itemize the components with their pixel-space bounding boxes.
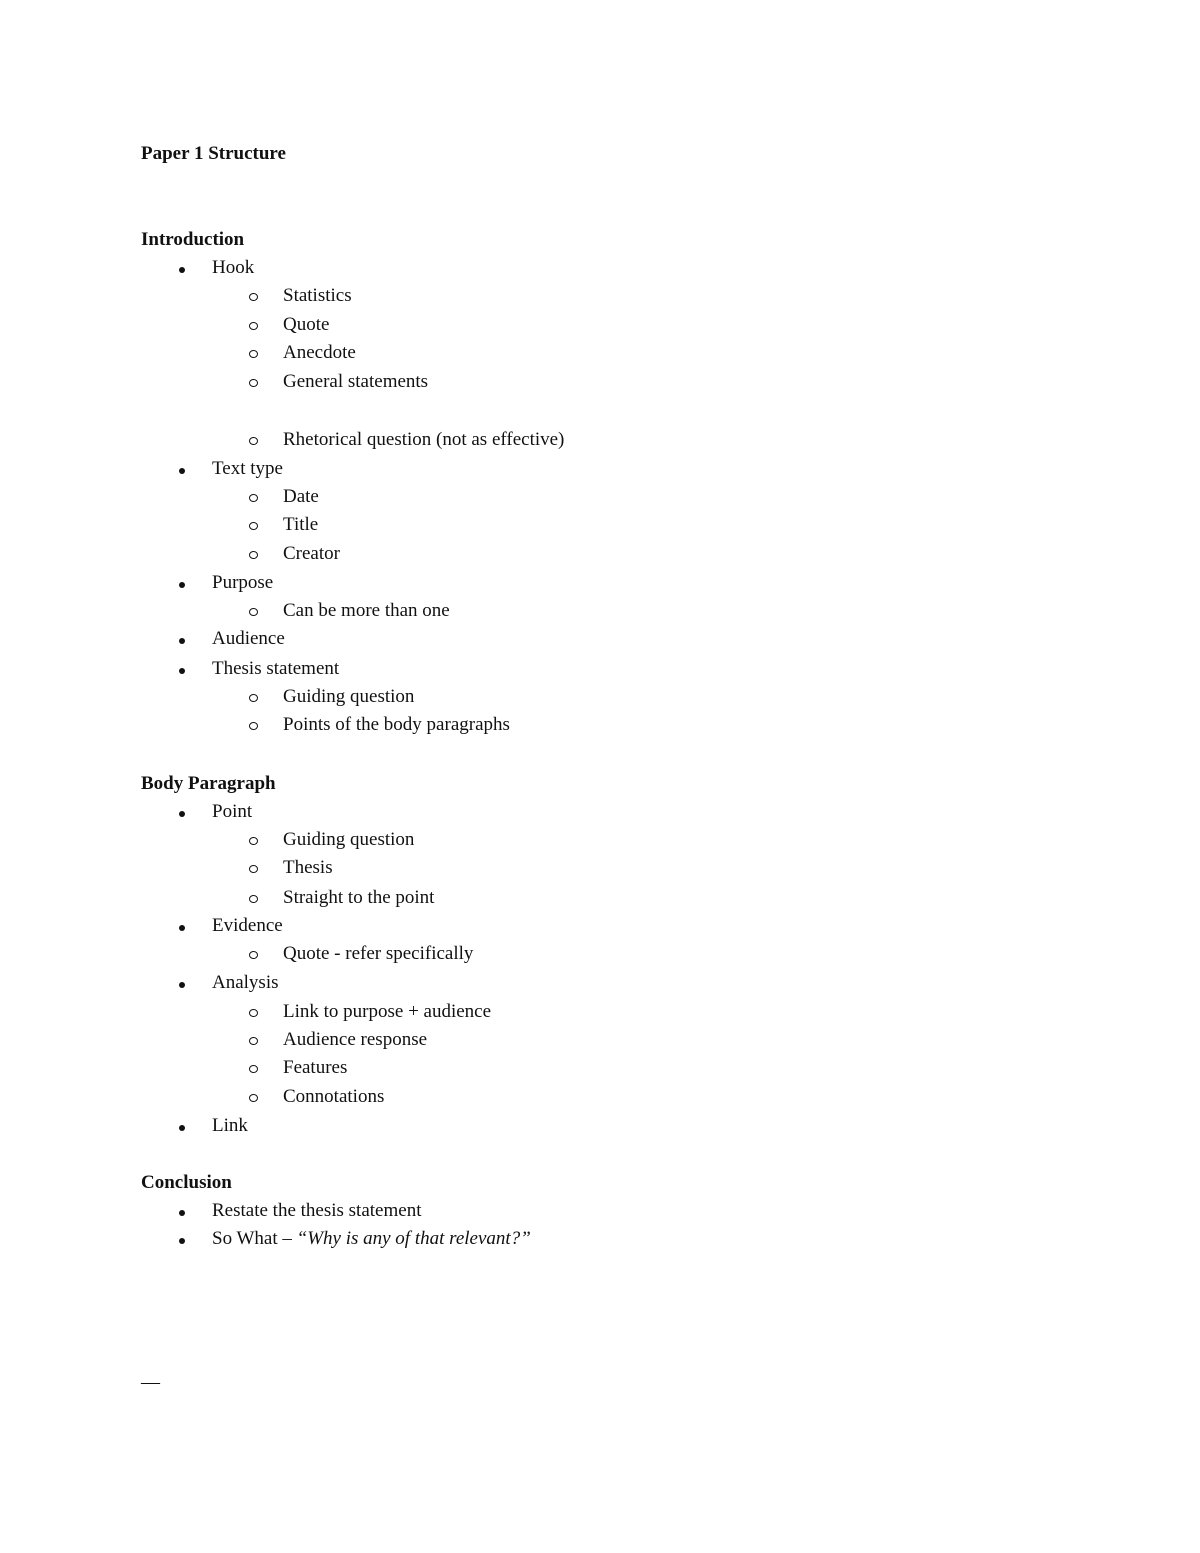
sub-list-item: [283, 512, 318, 538]
sub-list-item-label: Creator: [283, 543, 340, 564]
bullet-dot-icon: [179, 1125, 185, 1131]
sub-list-item: [283, 283, 352, 309]
sub-list-item-label: Points of the body paragraphs: [283, 714, 510, 735]
sub-list-item-label: Features: [283, 1057, 348, 1078]
bullet-dot-icon: [179, 811, 185, 817]
list-item-so-what: [212, 1226, 531, 1252]
list-item-label: Audience: [212, 628, 285, 649]
bullet-circle-icon: [249, 522, 258, 530]
bullet-dot-icon: [179, 267, 185, 273]
bullet-dot-icon: [179, 668, 185, 674]
sub-list-item: [283, 1055, 347, 1081]
sub-list-item: [283, 941, 473, 967]
list-item-link: [212, 1113, 248, 1139]
bullet-dot-icon: [179, 468, 185, 474]
list-item-label: Purpose: [212, 572, 274, 593]
body-paragraph-heading: Body Paragraph: [141, 773, 276, 794]
list-item-evidence: [212, 913, 283, 939]
sub-list-item: [283, 855, 333, 881]
conclusion-heading: Conclusion: [141, 1172, 232, 1193]
sub-list-item: [283, 1084, 384, 1110]
list-item-purpose: [212, 570, 273, 596]
bullet-circle-icon: [249, 1065, 258, 1073]
sub-list-item-label: Link to purpose + audience: [283, 1001, 492, 1022]
footer-dash: —: [141, 1372, 160, 1393]
sub-list-item: [283, 1027, 427, 1053]
list-item-point: [212, 799, 252, 825]
list-item-label: Point: [212, 801, 253, 822]
sub-list-item-label: Can be more than one: [283, 600, 450, 621]
bullet-dot-icon: [179, 638, 185, 644]
sub-list-item-label: Connotations: [283, 1086, 385, 1107]
sub-list-item: [283, 827, 414, 853]
bullet-circle-icon: [249, 694, 258, 702]
sub-list-item: [283, 484, 319, 510]
bullet-dot-icon: [179, 925, 185, 931]
sub-list-item: [283, 684, 414, 710]
so-what-quote: “Why is any of that relevant?”: [296, 1228, 531, 1249]
sub-list-item-label: Rhetorical question (not as effective): [283, 429, 565, 450]
sub-list-item-label: Anecdote: [283, 342, 356, 363]
bullet-circle-icon: [249, 293, 258, 301]
sub-list-item: [283, 369, 428, 395]
bullet-circle-icon: [249, 608, 258, 616]
bullet-circle-icon: [249, 951, 258, 959]
list-item-label: Evidence: [212, 915, 283, 936]
sub-list-item-label: General statements: [283, 371, 429, 392]
so-what-prefix: So What –: [212, 1228, 297, 1249]
list-item-hook: [212, 255, 254, 281]
list-item-label: Analysis: [212, 972, 279, 993]
bullet-circle-icon: [249, 494, 258, 502]
sub-list-item: [283, 999, 491, 1025]
sub-list-item-label: Title: [283, 514, 319, 535]
list-item-label: Link: [212, 1115, 248, 1136]
bullet-dot-icon: [179, 582, 185, 588]
sub-list-item: [283, 598, 450, 624]
list-item-text-type: [212, 456, 283, 482]
sub-list-item: [283, 427, 564, 453]
bullet-circle-icon: [249, 722, 258, 730]
bullet-circle-icon: [249, 1094, 258, 1102]
sub-list-item-label: Date: [283, 486, 319, 507]
list-item-label: Restate the thesis statement: [212, 1200, 422, 1221]
list-item-restate: [212, 1198, 421, 1224]
sub-list-item-label: Thesis: [283, 857, 333, 878]
sub-list-item-label: Straight to the point: [283, 887, 435, 908]
sub-list-item-label: Statistics: [283, 285, 352, 306]
list-item-thesis: [212, 656, 339, 682]
sub-list-item-label: Guiding question: [283, 829, 415, 850]
bullet-circle-icon: [249, 1037, 258, 1045]
list-item-audience: [212, 626, 285, 652]
sub-list-item: [283, 340, 356, 366]
bullet-circle-icon: [249, 895, 258, 903]
bullet-circle-icon: [249, 350, 258, 358]
sub-list-item-label: Guiding question: [283, 686, 415, 707]
sub-list-item: [283, 312, 329, 338]
bullet-circle-icon: [249, 837, 258, 845]
bullet-circle-icon: [249, 1009, 258, 1017]
bullet-dot-icon: [179, 1238, 185, 1244]
bullet-dot-icon: [179, 982, 185, 988]
sub-list-item-label: Quote - refer specifically: [283, 943, 474, 964]
list-item-label: Text type: [212, 458, 283, 479]
bullet-circle-icon: [249, 322, 258, 330]
bullet-circle-icon: [249, 437, 258, 445]
bullet-circle-icon: [249, 865, 258, 873]
bullet-circle-icon: [249, 379, 258, 387]
sub-list-item: [283, 885, 434, 911]
page-title: Paper 1 Structure: [141, 143, 286, 164]
sub-list-item-label: Quote: [283, 314, 330, 335]
sub-list-item: [283, 541, 340, 567]
list-item-label: Thesis statement: [212, 658, 340, 679]
introduction-heading: Introduction: [141, 229, 245, 250]
bullet-circle-icon: [249, 551, 258, 559]
list-item-label: Hook: [212, 257, 255, 278]
bullet-dot-icon: [179, 1210, 185, 1216]
sub-list-item: [283, 712, 510, 738]
sub-list-item-label: Audience response: [283, 1029, 428, 1050]
list-item-analysis: [212, 970, 279, 996]
